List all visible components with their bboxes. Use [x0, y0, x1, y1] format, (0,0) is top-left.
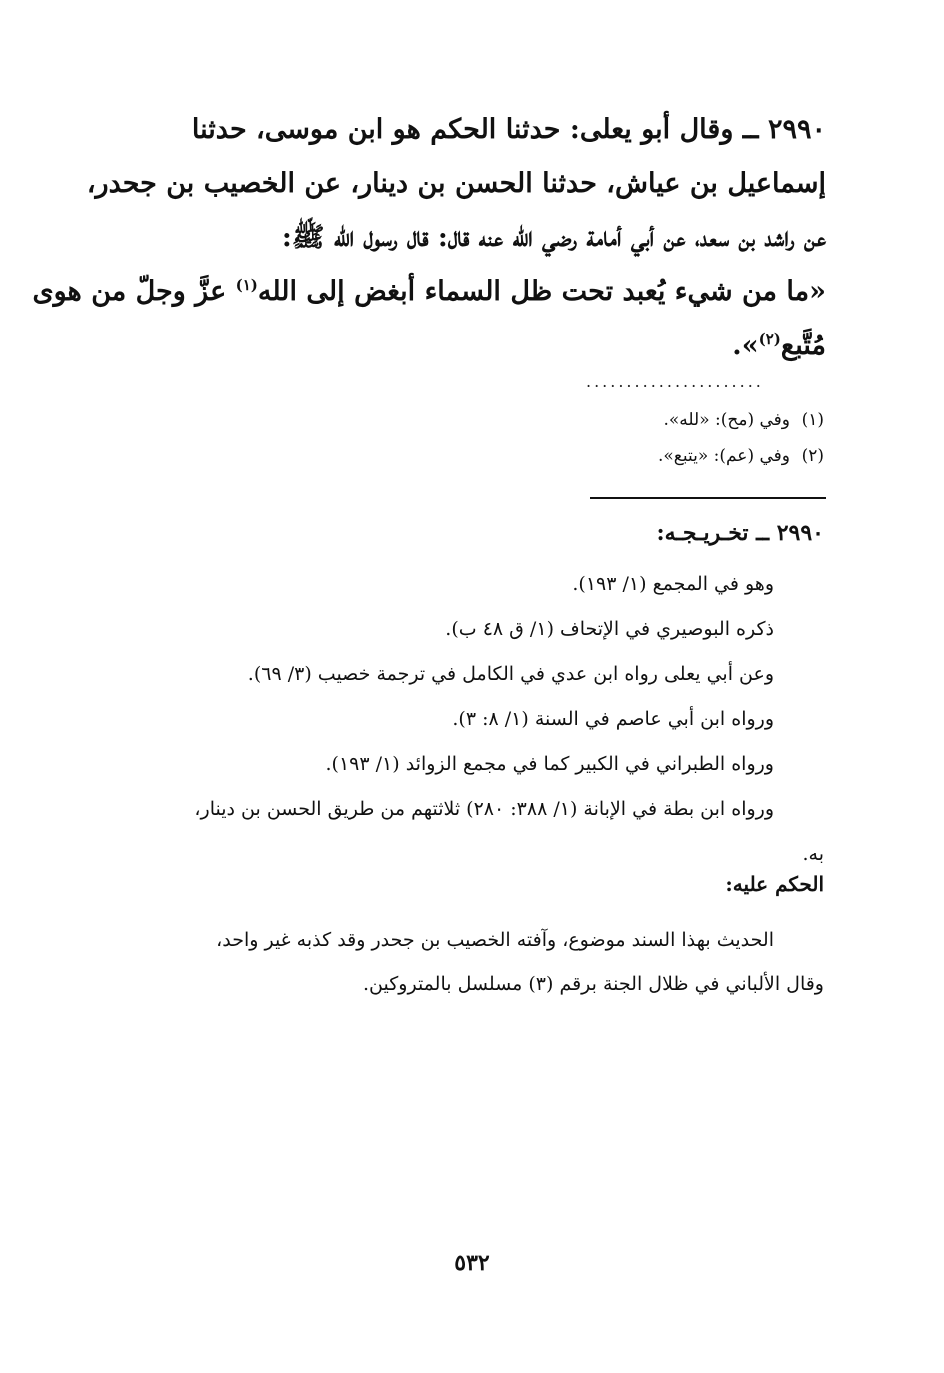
footnote-text: وفي (مح): «لله». [663, 410, 790, 430]
footnote-ref: (١) [235, 276, 258, 294]
hadith-line-part: ». [732, 330, 759, 361]
footnote-separator: ...................... [586, 372, 764, 391]
footnote-item [224, 402, 824, 438]
hukm-line: وقال الألباني في ظلال الجنة برقم (٣) مسلسل بالمتروكين. [363, 973, 824, 995]
hukm-text [112, 918, 824, 1006]
hadith-line-part: مُتَّبع [780, 330, 826, 361]
hadith-text [32, 103, 826, 373]
hadith-line-part: «ما من شيء يُعبد تحت ظل السماء أبغض إلى الله [257, 276, 826, 307]
takhrij-line: ورواه ابن بطة في الإبانة (١/ ٣٨٨: ٢٨٠) ثلاثتهم من طريق الحسن بن دينار، [194, 798, 774, 820]
hadith-line [32, 265, 826, 319]
hadith-line: ٢٩٩٠ ــ وقال أبو يعلى: حدثنا الحكم هو ابن موسى، حدثنا [191, 114, 826, 145]
footnotes [224, 402, 824, 474]
takhrij-heading: ٢٩٩٠ ــ تخـريـجـه: [656, 520, 824, 546]
hadith-line-part: عزَّ وجلّ من هوى [32, 276, 227, 307]
hadith-line [116, 319, 826, 373]
section-divider [590, 497, 826, 499]
takhrij-text [114, 562, 824, 877]
hadith-line: عن راشد بن سعد، عن أبي أمامة رضي الله عنه قال: قال رسول الله ﷺ: [281, 222, 826, 253]
footnote-item [224, 438, 824, 474]
hukm-heading: الحكم عليه: [725, 872, 824, 896]
takhrij-line: وعن أبي يعلى رواه ابن عدي في الكامل في ترجمة خصيب (٣/ ٦٩). [247, 663, 774, 685]
hadith-line: إسماعيل بن عياش، حدثنا الحسن بن دينار، عن الخصيب بن جحدر، [86, 168, 826, 199]
takhrij-line: وهو في المجمع (١/ ١٩٣). [572, 573, 774, 595]
footnote-text: وفي (عم): «يتبع». [657, 446, 790, 466]
takhrij-line: ورواه الطبراني في الكبير كما في مجمع الزوائد (١/ ١٩٣). [325, 753, 774, 775]
takhrij-line: ورواه ابن أبي عاصم في السنة (١/ ٨: ٣). [452, 708, 774, 730]
takhrij-line: به. [802, 843, 824, 865]
footnote-ref: (٢) [758, 330, 781, 348]
footnote-number: (٢) [801, 446, 824, 466]
takhrij-line: ذكره البوصيري في الإتحاف (١/ ق ٤٨ ب). [445, 618, 774, 640]
hukm-line: الحديث بهذا السند موضوع، وآفته الخصيب بن جحدر وقد كذبه غير واحد، [216, 929, 774, 951]
footnote-number: (١) [801, 410, 824, 430]
page-number: ٥٣٢ [454, 1250, 490, 1276]
